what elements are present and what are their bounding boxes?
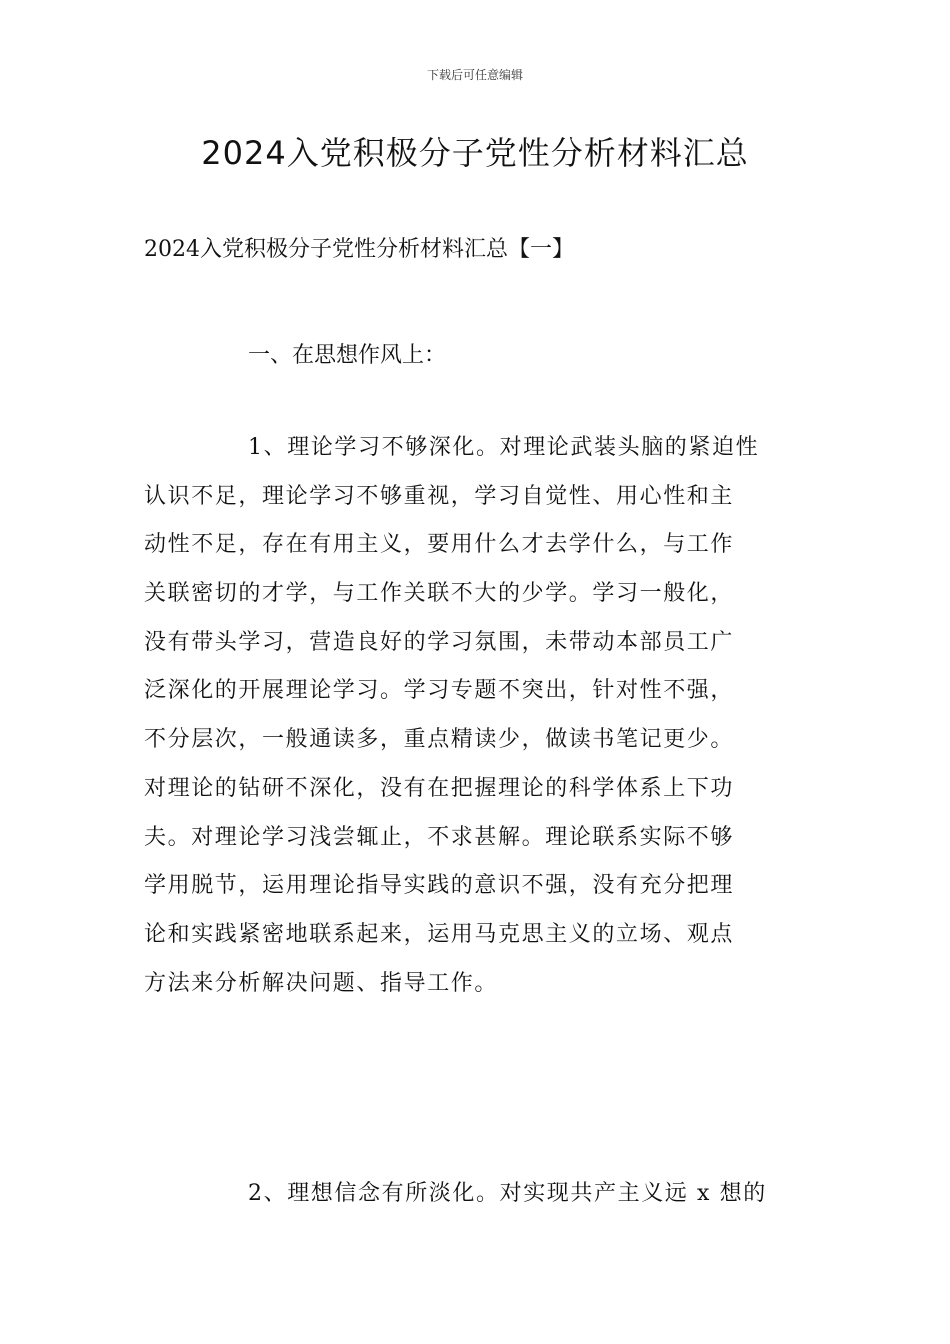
paragraph-line: 论和实践紧密地联系起来，运用马克思主义的立场、观点 bbox=[144, 921, 735, 947]
paragraph-2 bbox=[144, 1170, 809, 1219]
paragraph-line: 1、理论学习不够深化。对理论武装头脑的紧迫性 bbox=[248, 435, 760, 460]
paragraph-line: 认识不足，理论学习不够重视，学习自觉性、用心性和主 bbox=[144, 483, 735, 509]
paragraph-line: 泛深化的开展理论学习。学习专题不突出，针对性不强， bbox=[144, 678, 735, 704]
paragraph-line: 学用脱节，运用理论指导实践的意识不强，没有充分把理 bbox=[144, 873, 735, 899]
paragraph-line: 2、理想信念有所淡化。对实现共产主义远 x 想的 bbox=[248, 1181, 767, 1206]
paragraph-line: 对理论的钻研不深化，没有在把握理论的科学体系上下功 bbox=[144, 775, 735, 801]
paragraph-line: 没有带头学习，营造良好的学习氛围，未带动本部员工广 bbox=[144, 629, 735, 655]
paragraph-line: 关联密切的才学，与工作关联不大的少学。学习一般化， bbox=[144, 581, 735, 607]
document-title: 2024入党积极分子党性分析材料汇总 bbox=[201, 134, 749, 172]
paragraph-line: 动性不足，存在有用主义，要用什么才去学什么，与工作 bbox=[144, 532, 735, 558]
paragraph-1 bbox=[144, 424, 809, 1008]
section-subtitle: 2024入党积极分子党性分析材料汇总【一】 bbox=[144, 237, 574, 262]
paragraph-line: 不分层次，一般通读多，重点精读少，做读书笔记更少。 bbox=[144, 727, 735, 753]
section-heading: 一、在思想作风上： bbox=[248, 343, 447, 368]
header-note: 下载后可任意编辑 bbox=[426, 68, 523, 82]
paragraph-line: 方法来分析解决问题、指导工作。 bbox=[144, 970, 499, 996]
paragraph-line: 夫。对理论学习浅尝辄止，不求甚解。理论联系实际不够 bbox=[144, 824, 735, 850]
